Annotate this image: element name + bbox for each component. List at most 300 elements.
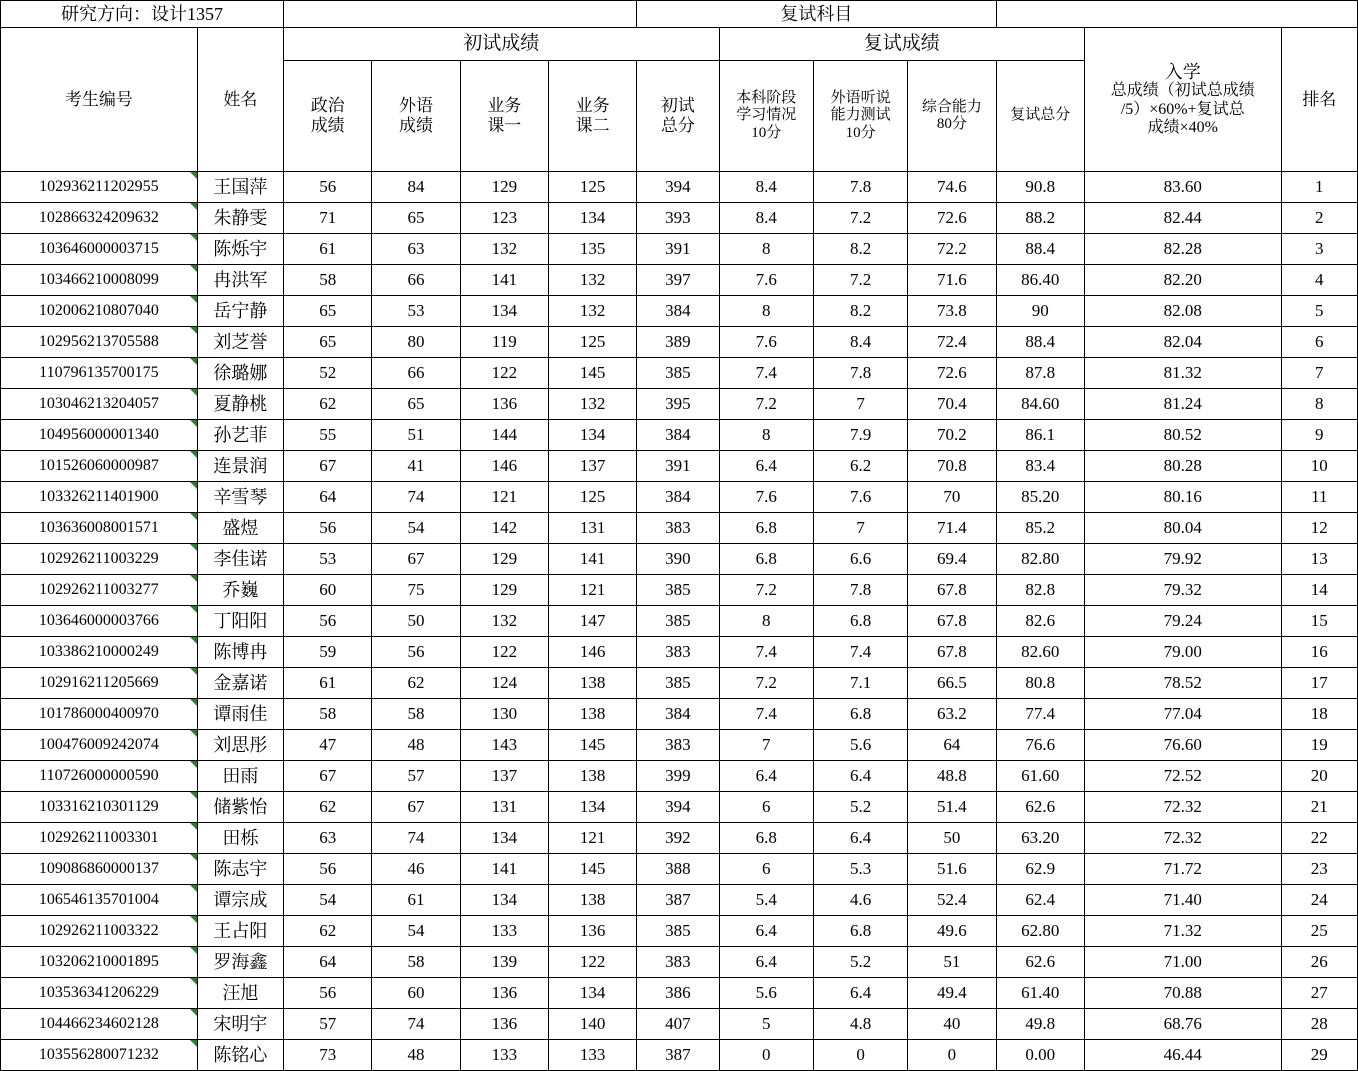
cell-major-subject-one: 141 (460, 854, 548, 885)
cell-major-subject-two: 133 (548, 1040, 636, 1071)
cell-politics: 56 (284, 172, 372, 203)
cell-major-subject-one: 132 (460, 234, 548, 265)
cell-rank: 6 (1281, 327, 1357, 358)
cell-politics: 56 (284, 513, 372, 544)
cell-politics: 73 (284, 1040, 372, 1071)
cell-rank: 26 (1281, 947, 1357, 978)
table-row (1, 823, 1358, 854)
cell-first-exam-total: 383 (637, 730, 719, 761)
cell-first-exam-total: 383 (637, 513, 719, 544)
cell-major-subject-one: 133 (460, 916, 548, 947)
cell-final-score: 82.20 (1084, 265, 1281, 296)
cell-rank: 29 (1281, 1040, 1357, 1071)
cell-comprehensive-ability: 67.8 (908, 606, 996, 637)
cell-candidate-id: 103046213204057 (1, 389, 198, 420)
cell-major-subject-two: 134 (548, 203, 636, 234)
cell-candidate-id: 102936211202955 (1, 172, 198, 203)
cell-listening-test: 5.2 (813, 792, 907, 823)
table-row (1, 389, 1358, 420)
cell-candidate-id: 103466210008099 (1, 265, 198, 296)
header-listening-line1: 外语听说 (830, 90, 891, 107)
cell-retest-total: 49.8 (996, 1009, 1084, 1040)
cell-candidate-id: 110796135700175 (1, 358, 198, 389)
cell-comprehensive-ability: 69.4 (908, 544, 996, 575)
cell-major-subject-one: 136 (460, 389, 548, 420)
cell-name: 王占阳 (197, 916, 283, 947)
cell-first-exam-total: 394 (637, 172, 719, 203)
cell-candidate-id: 101526060000987 (1, 451, 198, 482)
cell-comprehensive-ability: 64 (908, 730, 996, 761)
cell-foreign-language: 58 (372, 947, 460, 978)
cell-major-subject-one: 144 (460, 420, 548, 451)
cell-final-score: 81.32 (1084, 358, 1281, 389)
cell-retest-total: 86.40 (996, 265, 1084, 296)
cell-comprehensive-ability: 67.8 (908, 637, 996, 668)
cell-major-subject-two: 122 (548, 947, 636, 978)
cell-final-score: 80.04 (1084, 513, 1281, 544)
cell-final-score: 80.28 (1084, 451, 1281, 482)
table-row (1, 296, 1358, 327)
cell-rank: 12 (1281, 513, 1357, 544)
table-row (1, 606, 1358, 637)
cell-major-subject-one: 136 (460, 1009, 548, 1040)
cell-major-subject-two: 125 (548, 327, 636, 358)
cell-comprehensive-ability: 72.6 (908, 358, 996, 389)
cell-major-subject-two: 145 (548, 854, 636, 885)
table-row (1, 947, 1358, 978)
cell-politics: 67 (284, 761, 372, 792)
cell-major-subject-two: 138 (548, 668, 636, 699)
cell-final-score: 82.08 (1084, 296, 1281, 327)
cell-retest-total: 82.6 (996, 606, 1084, 637)
cell-rank: 18 (1281, 699, 1357, 730)
cell-rank: 4 (1281, 265, 1357, 296)
cell-listening-test: 7 (813, 513, 907, 544)
cell-major-subject-two: 132 (548, 265, 636, 296)
cell-undergrad-study: 5 (719, 1009, 813, 1040)
cell-comprehensive-ability: 71.4 (908, 513, 996, 544)
cell-candidate-id: 104466234602128 (1, 1009, 198, 1040)
cell-name: 辛雪琴 (197, 482, 283, 513)
cell-final-score: 80.16 (1084, 482, 1281, 513)
cell-foreign-language: 41 (372, 451, 460, 482)
cell-retest-total: 82.8 (996, 575, 1084, 606)
cell-listening-test: 7.6 (813, 482, 907, 513)
header-foreign-line1: 外语 (399, 96, 433, 116)
results-table-body (1, 172, 1358, 1071)
header-foreign-line2: 成绩 (399, 116, 433, 135)
cell-first-exam-total: 392 (637, 823, 719, 854)
cell-comprehensive-ability: 40 (908, 1009, 996, 1040)
cell-politics: 60 (284, 575, 372, 606)
header-undergrad-line1: 本科阶段 (736, 90, 797, 107)
cell-major-subject-two: 138 (548, 761, 636, 792)
header-foreign-language (372, 61, 460, 172)
cell-comprehensive-ability: 51.4 (908, 792, 996, 823)
cell-major-subject-two: 138 (548, 885, 636, 916)
table-row (1, 637, 1358, 668)
header-politics-line1: 政治 (310, 96, 345, 116)
cell-retest-total: 83.4 (996, 451, 1084, 482)
cell-retest-total: 84.60 (996, 389, 1084, 420)
cell-final-score: 71.00 (1084, 947, 1281, 978)
cell-foreign-language: 50 (372, 606, 460, 637)
cell-major-subject-one: 133 (460, 1040, 548, 1071)
cell-rank: 7 (1281, 358, 1357, 389)
cell-retest-total: 62.80 (996, 916, 1084, 947)
header-listening-line2: 能力测试 (830, 107, 891, 124)
header-undergrad-study (719, 61, 813, 172)
cell-rank: 24 (1281, 885, 1357, 916)
cell-retest-total: 90.8 (996, 172, 1084, 203)
cell-name: 夏静桃 (197, 389, 283, 420)
cell-first-exam-total: 384 (637, 420, 719, 451)
cell-listening-test: 6.4 (813, 823, 907, 854)
cell-name: 陈铭心 (197, 1040, 283, 1071)
cell-name: 刘思彤 (197, 730, 283, 761)
cell-name: 朱静雯 (197, 203, 283, 234)
header-undergrad-line3: 10分 (751, 124, 782, 141)
cell-name: 谭雨佳 (197, 699, 283, 730)
header-major1-line1: 业务 (487, 96, 522, 116)
cell-rank: 21 (1281, 792, 1357, 823)
cell-comprehensive-ability: 73.8 (908, 296, 996, 327)
cell-major-subject-two: 135 (548, 234, 636, 265)
cell-retest-total: 82.80 (996, 544, 1084, 575)
cell-comprehensive-ability: 49.6 (908, 916, 996, 947)
cell-first-exam-total: 407 (637, 1009, 719, 1040)
cell-undergrad-study: 8.4 (719, 203, 813, 234)
cell-major-subject-one: 129 (460, 575, 548, 606)
table-row (1, 978, 1358, 1009)
cell-candidate-id: 103536341206229 (1, 978, 198, 1009)
cell-major-subject-two: 141 (548, 544, 636, 575)
cell-politics: 53 (284, 544, 372, 575)
cell-name: 谭宗成 (197, 885, 283, 916)
cell-foreign-language: 48 (372, 730, 460, 761)
cell-foreign-language: 54 (372, 513, 460, 544)
cell-undergrad-study: 7.6 (719, 265, 813, 296)
cell-politics: 56 (284, 978, 372, 1009)
table-row (1, 792, 1358, 823)
cell-politics: 63 (284, 823, 372, 854)
header-comprehensive-line1: 综合能力 (921, 98, 982, 115)
cell-rank: 5 (1281, 296, 1357, 327)
cell-listening-test: 8.2 (813, 296, 907, 327)
cell-foreign-language: 66 (372, 358, 460, 389)
cell-foreign-language: 65 (372, 389, 460, 420)
cell-rank: 25 (1281, 916, 1357, 947)
header-final-line1: 入学 (1164, 61, 1201, 82)
cell-first-exam-total: 389 (637, 327, 719, 358)
cell-retest-total: 61.60 (996, 761, 1084, 792)
header-candidate-id: 考生编号 (1, 28, 198, 172)
cell-foreign-language: 58 (372, 699, 460, 730)
table-row (1, 699, 1358, 730)
cell-politics: 56 (284, 606, 372, 637)
research-direction-title: 研究方向：设计1357 (1, 1, 284, 28)
cell-candidate-id: 102926211003277 (1, 575, 198, 606)
header-major1-line2: 课一 (487, 116, 522, 135)
cell-politics: 62 (284, 389, 372, 420)
cell-foreign-language: 74 (372, 823, 460, 854)
cell-politics: 64 (284, 482, 372, 513)
cell-rank: 14 (1281, 575, 1357, 606)
cell-undergrad-study: 8 (719, 234, 813, 265)
header-major-subject-two (548, 61, 636, 172)
header-name: 姓名 (197, 28, 283, 172)
cell-rank: 23 (1281, 854, 1357, 885)
cell-listening-test: 6.4 (813, 978, 907, 1009)
cell-undergrad-study: 6.8 (719, 823, 813, 854)
table-row (1, 482, 1358, 513)
cell-listening-test: 6.2 (813, 451, 907, 482)
cell-major-subject-two: 137 (548, 451, 636, 482)
retest-subject-title: 复试科目 (637, 1, 996, 28)
cell-candidate-id: 103556280071232 (1, 1040, 198, 1071)
cell-final-score: 79.00 (1084, 637, 1281, 668)
cell-undergrad-study: 7 (719, 730, 813, 761)
header-politics (284, 61, 372, 172)
banner-row (1, 1, 1358, 28)
header-retest-total: 复试总分 (996, 61, 1084, 172)
cell-undergrad-study: 6 (719, 854, 813, 885)
cell-rank: 9 (1281, 420, 1357, 451)
cell-retest-total: 85.20 (996, 482, 1084, 513)
cell-comprehensive-ability: 70 (908, 482, 996, 513)
cell-foreign-language: 60 (372, 978, 460, 1009)
cell-final-score: 68.76 (1084, 1009, 1281, 1040)
cell-candidate-id: 100476009242074 (1, 730, 198, 761)
cell-foreign-language: 67 (372, 544, 460, 575)
cell-major-subject-one: 121 (460, 482, 548, 513)
cell-major-subject-two: 136 (548, 916, 636, 947)
cell-major-subject-one: 134 (460, 296, 548, 327)
cell-final-score: 79.32 (1084, 575, 1281, 606)
header-final-score (1084, 28, 1281, 172)
cell-name: 汪旭 (197, 978, 283, 1009)
cell-retest-total: 86.1 (996, 420, 1084, 451)
table-row (1, 420, 1358, 451)
cell-retest-total: 61.40 (996, 978, 1084, 1009)
cell-listening-test: 7.9 (813, 420, 907, 451)
cell-major-subject-one: 141 (460, 265, 548, 296)
cell-listening-test: 7.2 (813, 203, 907, 234)
cell-final-score: 79.92 (1084, 544, 1281, 575)
cell-first-exam-total: 385 (637, 606, 719, 637)
cell-major-subject-two: 145 (548, 730, 636, 761)
cell-name: 岳宁静 (197, 296, 283, 327)
cell-retest-total: 88.4 (996, 327, 1084, 358)
cell-first-exam-total: 386 (637, 978, 719, 1009)
cell-major-subject-one: 129 (460, 544, 548, 575)
cell-foreign-language: 48 (372, 1040, 460, 1071)
cell-politics: 56 (284, 854, 372, 885)
cell-politics: 67 (284, 451, 372, 482)
cell-major-subject-one: 143 (460, 730, 548, 761)
cell-comprehensive-ability: 74.6 (908, 172, 996, 203)
cell-candidate-id: 106546135701004 (1, 885, 198, 916)
cell-listening-test: 7.2 (813, 265, 907, 296)
cell-major-subject-one: 136 (460, 978, 548, 1009)
cell-retest-total: 90 (996, 296, 1084, 327)
cell-rank: 22 (1281, 823, 1357, 854)
cell-first-exam-total: 391 (637, 234, 719, 265)
cell-rank: 1 (1281, 172, 1357, 203)
cell-candidate-id: 103646000003715 (1, 234, 198, 265)
cell-first-exam-total: 383 (637, 637, 719, 668)
cell-listening-test: 6.6 (813, 544, 907, 575)
cell-first-exam-total: 385 (637, 575, 719, 606)
cell-retest-total: 0.00 (996, 1040, 1084, 1071)
cell-retest-total: 82.60 (996, 637, 1084, 668)
cell-first-exam-total: 391 (637, 451, 719, 482)
header-major2-line2: 课二 (575, 116, 610, 135)
cell-major-subject-one: 137 (460, 761, 548, 792)
cell-comprehensive-ability: 72.4 (908, 327, 996, 358)
cell-first-exam-total: 387 (637, 1040, 719, 1071)
cell-undergrad-study: 7.6 (719, 327, 813, 358)
cell-foreign-language: 53 (372, 296, 460, 327)
cell-retest-total: 62.6 (996, 792, 1084, 823)
cell-politics: 59 (284, 637, 372, 668)
cell-rank: 15 (1281, 606, 1357, 637)
cell-rank: 17 (1281, 668, 1357, 699)
cell-major-subject-two: 131 (548, 513, 636, 544)
cell-rank: 8 (1281, 389, 1357, 420)
cell-final-score: 82.44 (1084, 203, 1281, 234)
cell-candidate-id: 103326211401900 (1, 482, 198, 513)
table-row (1, 203, 1358, 234)
cell-name: 田雨 (197, 761, 283, 792)
cell-final-score: 71.40 (1084, 885, 1281, 916)
header-group-retest: 复试成绩 (719, 28, 1084, 61)
header-first-total-line1: 初试 (660, 96, 695, 116)
cell-name: 金嘉诺 (197, 668, 283, 699)
table-row (1, 668, 1358, 699)
cell-politics: 65 (284, 296, 372, 327)
cell-politics: 62 (284, 792, 372, 823)
table-row (1, 761, 1358, 792)
cell-foreign-language: 54 (372, 916, 460, 947)
header-final-line2: 总成绩（初试总成绩 (1110, 82, 1255, 100)
header-group-first-exam: 初试成绩 (284, 28, 720, 61)
cell-listening-test: 4.8 (813, 1009, 907, 1040)
cell-major-subject-two: 138 (548, 699, 636, 730)
cell-first-exam-total: 397 (637, 265, 719, 296)
cell-final-score: 78.52 (1084, 668, 1281, 699)
table-row (1, 358, 1358, 389)
cell-foreign-language: 62 (372, 668, 460, 699)
header-listening-test (813, 61, 907, 172)
header-comprehensive-line2: 80分 (936, 116, 967, 132)
cell-politics: 58 (284, 265, 372, 296)
cell-final-score: 79.24 (1084, 606, 1281, 637)
cell-rank: 3 (1281, 234, 1357, 265)
cell-first-exam-total: 384 (637, 699, 719, 730)
cell-major-subject-one: 122 (460, 358, 548, 389)
cell-first-exam-total: 393 (637, 203, 719, 234)
cell-candidate-id: 102926211003322 (1, 916, 198, 947)
cell-name: 冉洪军 (197, 265, 283, 296)
cell-foreign-language: 74 (372, 482, 460, 513)
cell-major-subject-one: 119 (460, 327, 548, 358)
cell-final-score: 81.24 (1084, 389, 1281, 420)
cell-major-subject-one: 131 (460, 792, 548, 823)
header-politics-line2: 成绩 (310, 116, 345, 135)
cell-listening-test: 7 (813, 389, 907, 420)
cell-first-exam-total: 388 (637, 854, 719, 885)
cell-rank: 28 (1281, 1009, 1357, 1040)
cell-comprehensive-ability: 72.2 (908, 234, 996, 265)
cell-candidate-id: 103646000003766 (1, 606, 198, 637)
cell-major-subject-one: 122 (460, 637, 548, 668)
cell-final-score: 80.52 (1084, 420, 1281, 451)
cell-name: 丁阳阳 (197, 606, 283, 637)
cell-retest-total: 88.2 (996, 203, 1084, 234)
cell-major-subject-one: 132 (460, 606, 548, 637)
cell-retest-total: 62.6 (996, 947, 1084, 978)
cell-candidate-id: 102006210807040 (1, 296, 198, 327)
cell-comprehensive-ability: 49.4 (908, 978, 996, 1009)
cell-name: 连景润 (197, 451, 283, 482)
cell-undergrad-study: 7.4 (719, 637, 813, 668)
cell-undergrad-study: 6.4 (719, 947, 813, 978)
cell-politics: 55 (284, 420, 372, 451)
table-row (1, 575, 1358, 606)
cell-major-subject-two: 121 (548, 823, 636, 854)
cell-candidate-id: 102956213705588 (1, 327, 198, 358)
cell-foreign-language: 63 (372, 234, 460, 265)
cell-name: 乔巍 (197, 575, 283, 606)
cell-major-subject-two: 140 (548, 1009, 636, 1040)
group-header-row (1, 28, 1358, 61)
cell-undergrad-study: 8 (719, 420, 813, 451)
cell-politics: 61 (284, 668, 372, 699)
cell-undergrad-study: 6.4 (719, 916, 813, 947)
cell-final-score: 71.32 (1084, 916, 1281, 947)
cell-listening-test: 6.8 (813, 699, 907, 730)
cell-listening-test: 0 (813, 1040, 907, 1071)
cell-comprehensive-ability: 0 (908, 1040, 996, 1071)
cell-politics: 71 (284, 203, 372, 234)
cell-comprehensive-ability: 48.8 (908, 761, 996, 792)
cell-final-score: 72.32 (1084, 823, 1281, 854)
cell-comprehensive-ability: 70.4 (908, 389, 996, 420)
cell-major-subject-one: 123 (460, 203, 548, 234)
cell-first-exam-total: 383 (637, 947, 719, 978)
cell-candidate-id: 102866324209632 (1, 203, 198, 234)
cell-listening-test: 7.8 (813, 575, 907, 606)
cell-undergrad-study: 8 (719, 606, 813, 637)
cell-candidate-id: 102926211003229 (1, 544, 198, 575)
cell-comprehensive-ability: 72.6 (908, 203, 996, 234)
cell-undergrad-study: 8.4 (719, 172, 813, 203)
header-first-exam-total (637, 61, 719, 172)
header-undergrad-line2: 学习情况 (736, 107, 797, 124)
cell-major-subject-two: 147 (548, 606, 636, 637)
cell-candidate-id: 110726000000590 (1, 761, 198, 792)
cell-comprehensive-ability: 52.4 (908, 885, 996, 916)
cell-retest-total: 62.4 (996, 885, 1084, 916)
cell-comprehensive-ability: 70.2 (908, 420, 996, 451)
cell-retest-total: 76.6 (996, 730, 1084, 761)
cell-candidate-id: 102926211003301 (1, 823, 198, 854)
cell-retest-total: 87.8 (996, 358, 1084, 389)
cell-undergrad-study: 6.8 (719, 513, 813, 544)
cell-retest-total: 62.9 (996, 854, 1084, 885)
table-row (1, 327, 1358, 358)
